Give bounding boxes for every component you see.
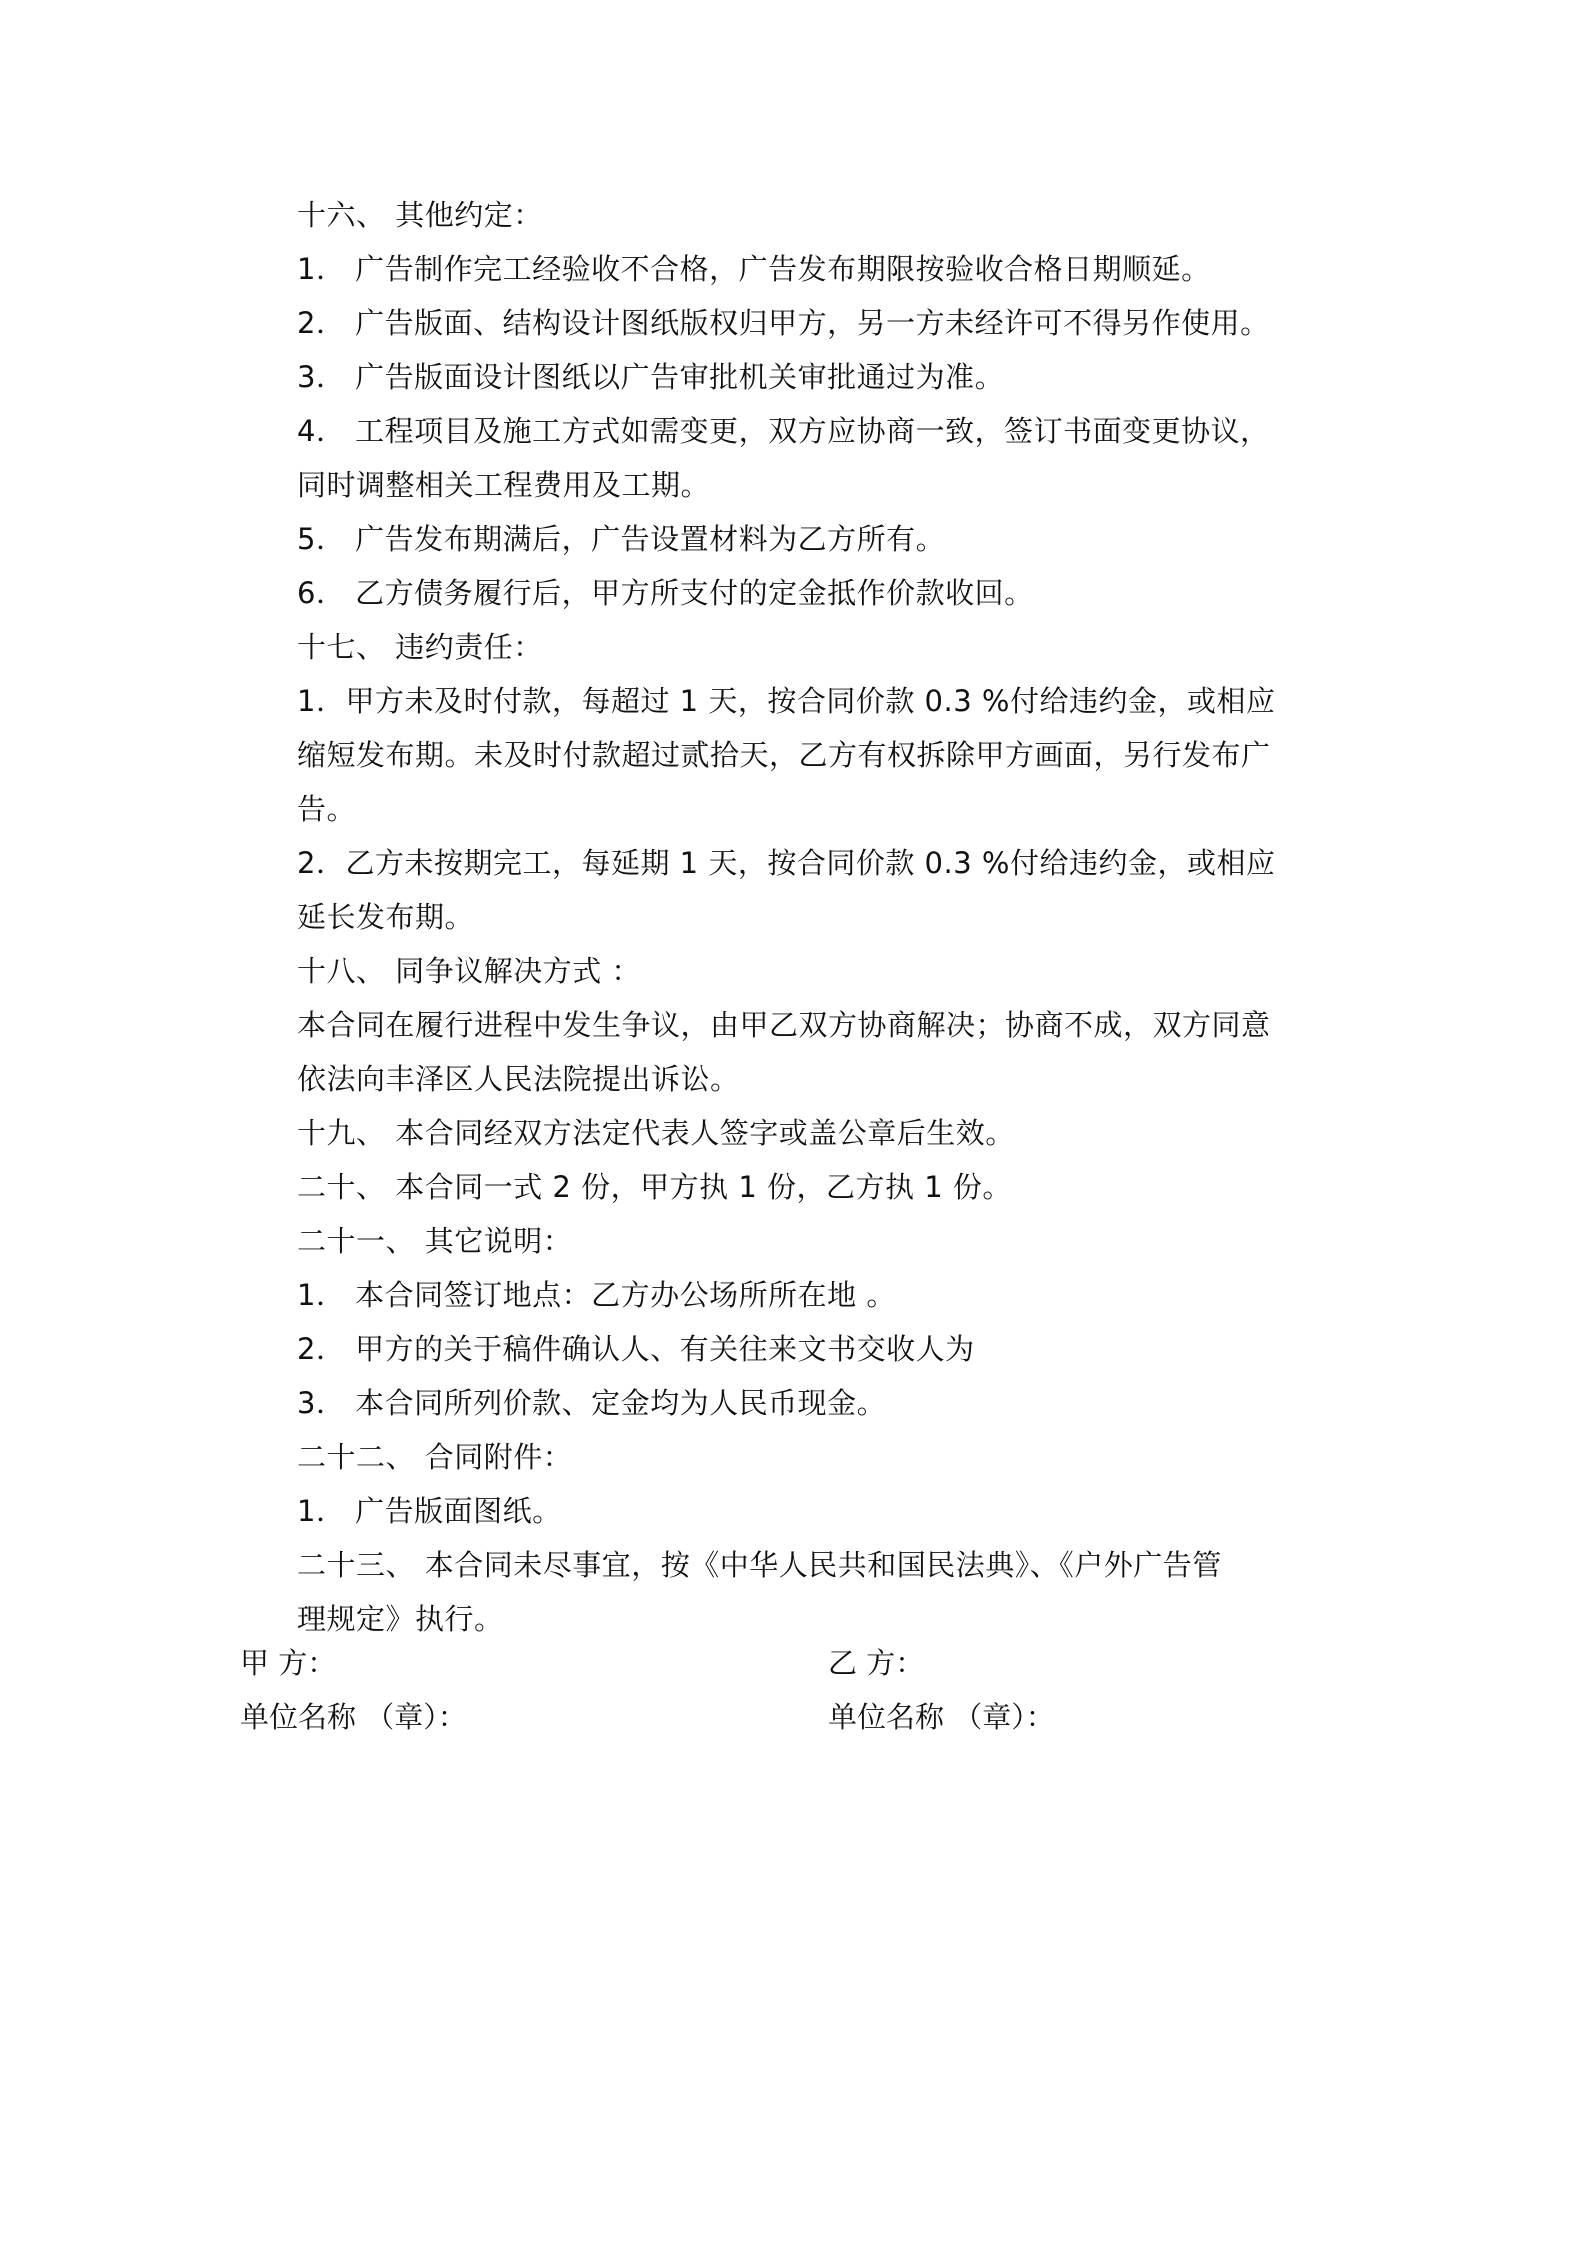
contract-body (297, 188, 1357, 1646)
signature-block (240, 1636, 1400, 1744)
clause-21-3: 3． 本合同所列价款、定金均为人民币现金。 (297, 1386, 887, 1420)
clause-17-1-cont2: 告。 (297, 792, 357, 826)
section-23: 二十三、 本合同未尽事宜，按《中华人民共和国民法典》、《户外广告管 (297, 1548, 1222, 1582)
party-label-row (240, 1636, 1400, 1690)
clause-16-1: 1． 广告制作完工经验收不合格，广告发布期限按验收合格日期顺延。 (297, 252, 1211, 286)
clause-21-2: 2． 甲方的关于稿件确认人、有关往来文书交收人为 (297, 1332, 975, 1366)
party-b-label: 乙 方： (828, 1646, 925, 1680)
section-23-cont: 理规定》执行。 (297, 1602, 504, 1636)
section-18-heading: 十八、 同争议解决方式 ： (297, 954, 641, 988)
section-17-heading: 十七、 违约责任： (297, 630, 543, 664)
clause-16-3: 3． 广告版面设计图纸以广告审批机关审批通过为准。 (297, 360, 1005, 394)
clause-21-1: 1． 本合同签订地点：乙方办公场所所在地 。 (297, 1278, 896, 1312)
clause-22-1: 1． 广告版面图纸。 (297, 1494, 562, 1528)
clause-16-5: 5． 广告发布期满后，广告设置材料为乙方所有。 (297, 522, 946, 556)
party-a-unit-name: 单位名称 （章）： (240, 1700, 467, 1734)
party-a-label: 甲 方： (240, 1646, 337, 1680)
clause-17-2: 2．乙方未按期完工，每延期 1 天，按合同价款 0.3 %付给违约金，或相应 (297, 846, 1276, 880)
clause-17-2-cont: 延长发布期。 (297, 900, 475, 934)
clause-18-body-cont: 依法向丰泽区人民法院提出诉讼。 (297, 1062, 740, 1096)
section-20: 二十、 本合同一式 2 份，甲方执 1 份，乙方执 1 份。 (297, 1170, 1012, 1204)
clause-18-body: 本合同在履行进程中发生争议，由甲乙双方协商解决；协商不成，双方同意 (297, 1008, 1271, 1042)
clause-16-2: 2． 广告版面、结构设计图纸版权归甲方，另一方未经许可不得另作使用。 (297, 306, 1270, 340)
unit-name-row (240, 1690, 1400, 1744)
clause-16-4-cont: 同时调整相关工程费用及工期。 (297, 468, 711, 502)
section-16-heading: 十六、 其他约定： (297, 198, 543, 232)
clause-17-1: 1．甲方未及时付款，每超过 1 天，按合同价款 0.3 %付给违约金，或相应 (297, 684, 1276, 718)
section-21-heading: 二十一、 其它说明： (297, 1224, 573, 1258)
clause-16-6: 6． 乙方债务履行后，甲方所支付的定金抵作价款收回。 (297, 576, 1034, 610)
clause-16-4: 4． 工程项目及施工方式如需变更，双方应协商一致，签订书面变更协议， (297, 414, 1270, 448)
clause-17-1-cont: 缩短发布期。未及时付款超过贰拾天，乙方有权拆除甲方画面，另行发布广 (297, 738, 1271, 772)
section-22-heading: 二十二、 合同附件： (297, 1440, 573, 1474)
section-19: 十九、 本合同经双方法定代表人签字或盖公章后生效。 (297, 1116, 1015, 1150)
party-b-unit-name: 单位名称 （章）： (828, 1700, 1055, 1734)
